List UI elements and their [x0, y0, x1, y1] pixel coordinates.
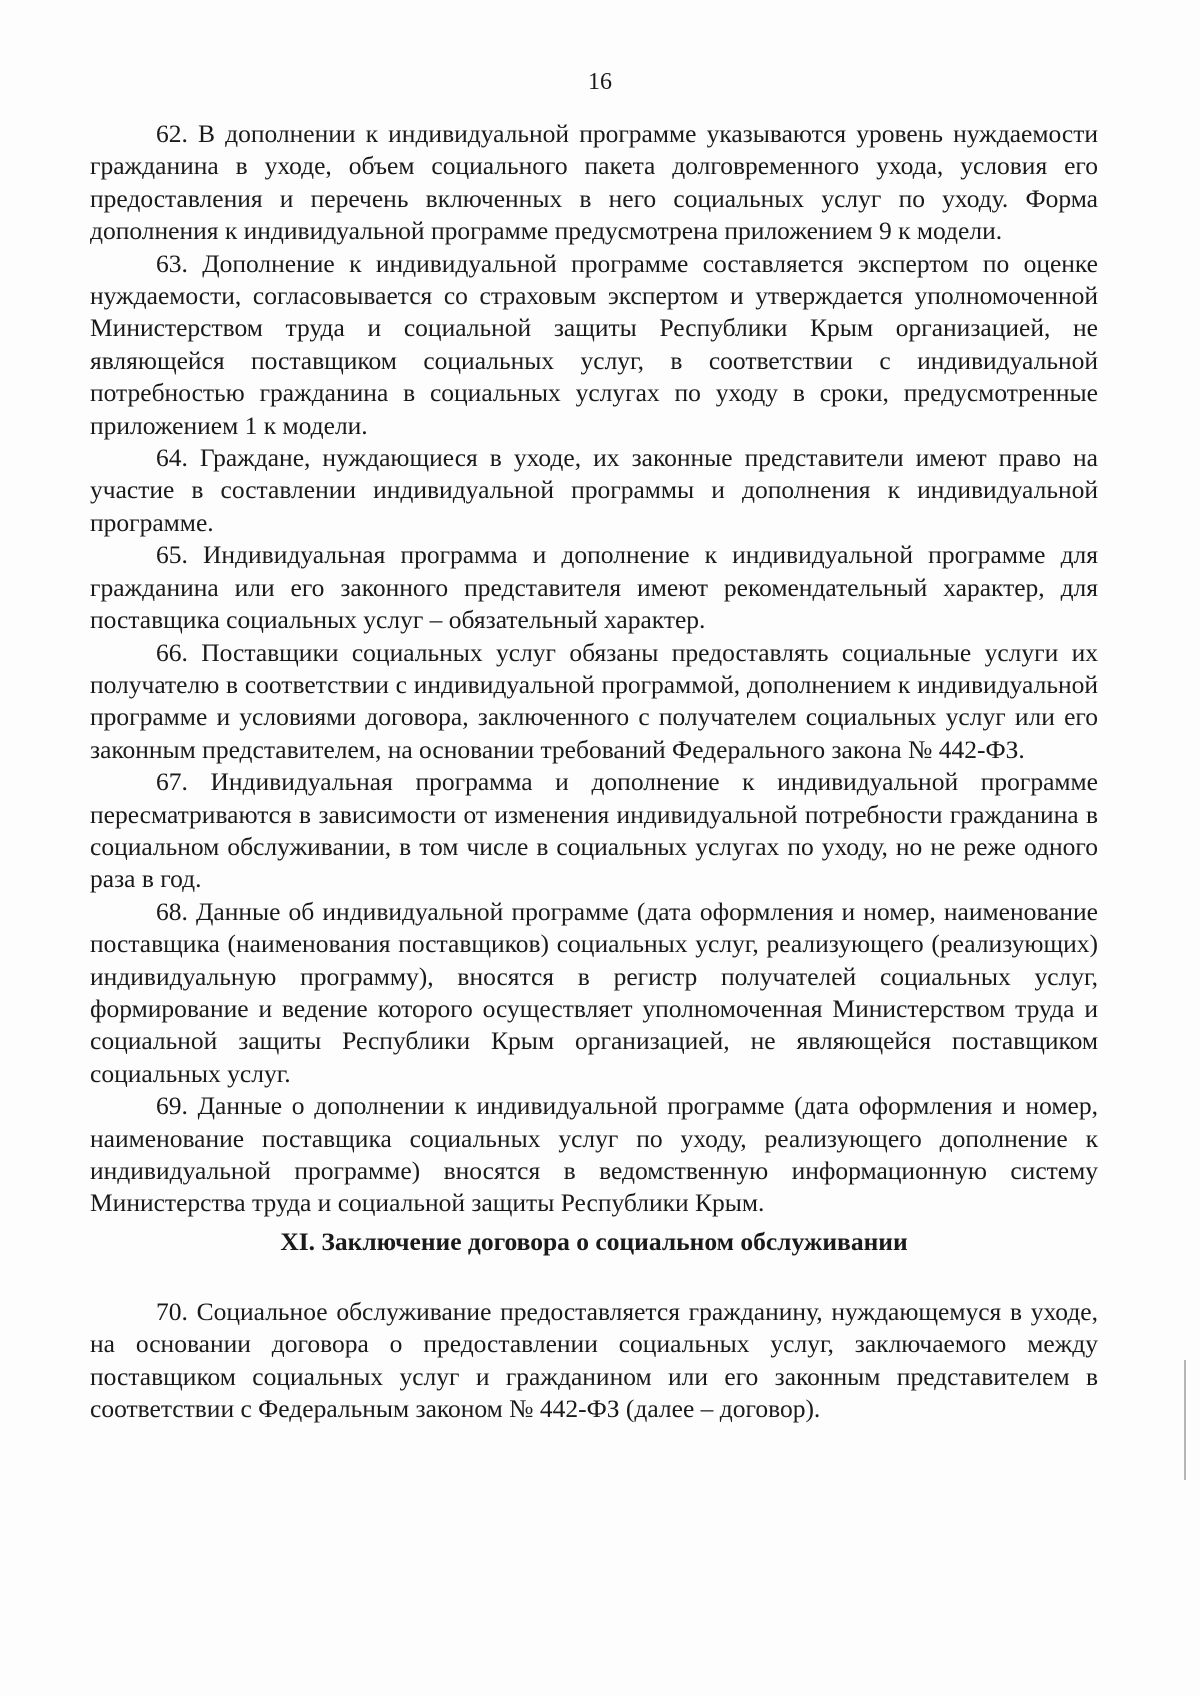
paragraph-63: 63. Дополнение к индивидуальной программе составляется экспертом по оценке нуждаемости, согласовывается со страховым экспертом и утверждается уполномоченной Министерством труда и социальной защиты Республики Крым организацией, не являющейся поставщиком социальных услуг, в соответствии с индивидуальной потребностью гражданина в социальных услугах по уходу в сроки, предусмотренные приложением 1 к модели.: [90, 248, 1098, 440]
paragraph-64: 64. Граждане, нуждающиеся в уходе, их законные представители имеют право на участие в составлении индивидуальной программы и дополнения к индивидуальной программе.: [90, 443, 1098, 537]
paragraph-65: 65. Индивидуальная программа и дополнение к индивидуальной программе для гражданина или его законного представителя имеют рекомендательный характер, для поставщика социальных услуг – обязательный характер.: [90, 540, 1098, 635]
scan-edge-mark: [1184, 1360, 1186, 1480]
section-heading: XI. Заключение договора о социальном обслуживании: [280, 1226, 908, 1256]
paragraph-70: 70. Социальное обслуживание предоставляется гражданину, нуждающемуся в уходе, на основании договора о предоставлении социальных услуг, заключаемого между поставщиком социальных услуг и гражданином или его законным представителем в соответствии с Федеральным законом № 442-ФЗ (далее – договор).: [90, 1296, 1098, 1424]
document-body: [90, 118, 1098, 1425]
page-number: 16: [588, 69, 612, 95]
paragraph-68: 68. Данные об индивидуальной программе (дата оформления и номер, наименование поставщика (наименования поставщиков) социальных услуг, реализующего (реализующих) индивидуальную программу), вносятся в регистр получателей социальных услуг, формирование и ведение которого осуществляет уполномоченная Министерством труда и социальной защиты Республики Крым организацией, не являющейся поставщиком социальных услуг.: [90, 896, 1098, 1088]
paragraph-69: 69. Данные о дополнении к индивидуальной программе (дата оформления и номер, наименование поставщика социальных услуг по уходу, реализующего дополнение к индивидуальной программе) вносятся в ведомственную информационную систему Министерства труда и социальной защиты Республики Крым.: [90, 1091, 1098, 1218]
paragraph-62: 62. В дополнении к индивидуальной программе указываются уровень нуждаемости гражданина в уходе, объем социального пакета долговременного ухода, условия его предоставления и перечень включенных в него социальных услуг по уходу. Форма дополнения к индивидуальной программе предусмотрена приложением 9 к модели.: [90, 119, 1098, 246]
paragraph-66: 66. Поставщики социальных услуг обязаны предоставлять социальные услуги их получателю в соответствии с индивидуальной программой, дополнением к индивидуальной программе и условиями договора, заключенного с получателем социальных услуг или его законным представителем, на основании требований Федерального закона № 442-ФЗ.: [90, 637, 1098, 764]
paragraph-67: 67. Индивидуальная программа и дополнение к индивидуальной программе пересматриваются в зависимости от изменения индивидуальной потребности гражданина в социальном обслуживании, в том числе в социальных услугах по уходу, но не реже одного раза в год.: [90, 767, 1098, 894]
